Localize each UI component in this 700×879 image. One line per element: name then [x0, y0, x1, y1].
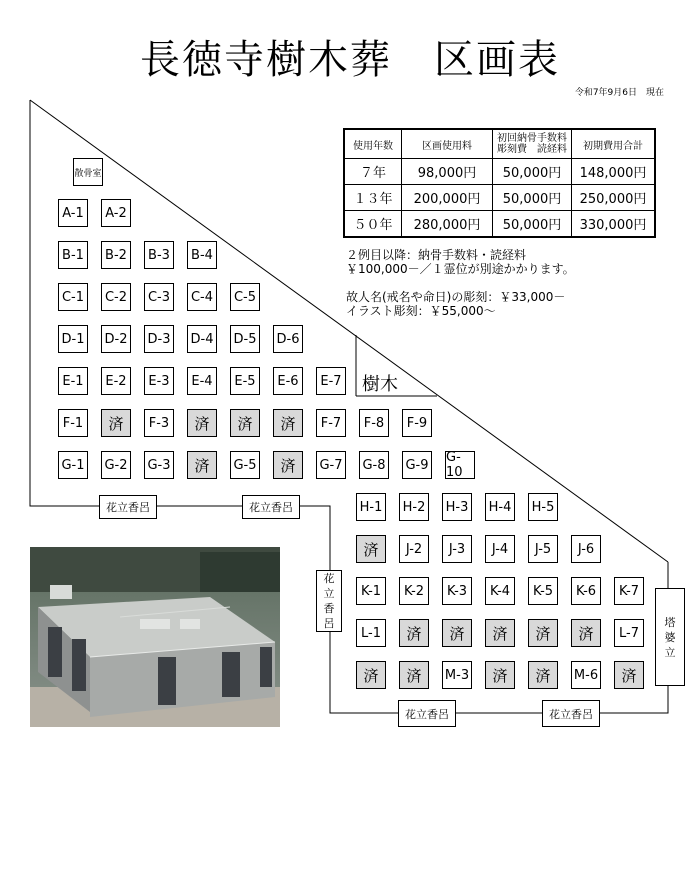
- plot-cell: G-10: [445, 451, 475, 479]
- vert-char: 立: [664, 645, 676, 659]
- fee-cell: ５０年: [344, 211, 402, 238]
- incense-stand-vertical: [316, 570, 342, 632]
- plot-cell: D-1: [58, 325, 88, 353]
- note-line: イラスト彫刻：￥55,000～: [346, 304, 496, 318]
- plot-used: 済: [356, 661, 386, 689]
- plot-cell: J-3: [442, 535, 472, 563]
- plot-cell: G-9: [402, 451, 432, 479]
- plot-cell: K-3: [442, 577, 472, 605]
- plot-cell: C-4: [187, 283, 217, 311]
- plot-cell: F-3: [144, 409, 174, 437]
- plot-cell: C-3: [144, 283, 174, 311]
- plot-cell: E-6: [273, 367, 303, 395]
- plot-cell: E-7: [316, 367, 346, 395]
- plot-cell: K-4: [485, 577, 515, 605]
- plot-used: 済: [356, 535, 386, 563]
- plot-cell: D-6: [273, 325, 303, 353]
- fee-table: [343, 128, 656, 238]
- plot-cell: G-8: [359, 451, 389, 479]
- plot-cell: J-4: [485, 535, 515, 563]
- plot-used: 済: [230, 409, 260, 437]
- plot-cell: H-1: [356, 493, 386, 521]
- plot-cell: C-2: [101, 283, 131, 311]
- incense-stand-1: [99, 495, 157, 519]
- plot-used: 済: [399, 619, 429, 647]
- fee-header-total: 初期費用合計: [572, 129, 656, 159]
- plot-cell: D-3: [144, 325, 174, 353]
- plot-cell: B-3: [144, 241, 174, 269]
- fee-cell: 200,000円: [402, 185, 493, 211]
- plot-cell: H-4: [485, 493, 515, 521]
- plot-cell: A-2: [101, 199, 131, 227]
- plot-cell: G-1: [58, 451, 88, 479]
- plot-cell: G-7: [316, 451, 346, 479]
- vert-char: 呂: [323, 617, 335, 630]
- fee-header-initial: 初回納骨手数料 彫刻費 読経料: [493, 129, 572, 159]
- plot-used: 済: [528, 619, 558, 647]
- plot-cell: L-7: [614, 619, 644, 647]
- ossuary-label: 散骨室: [74, 168, 102, 179]
- fee-cell: 250,000円: [572, 185, 656, 211]
- plot-used: 済: [485, 661, 515, 689]
- plot-cell: D-4: [187, 325, 217, 353]
- plot-cell: E-2: [101, 367, 131, 395]
- plot-cell: K-6: [571, 577, 601, 605]
- fee-table-header: [344, 129, 655, 159]
- plot-used: 済: [399, 661, 429, 689]
- pagoda-stand: [655, 588, 685, 686]
- plot-cell: C-1: [58, 283, 88, 311]
- fee-cell: 330,000円: [572, 211, 656, 238]
- plot-used: 済: [187, 409, 217, 437]
- note-line: 故人名(戒名や命日)の彫刻：￥33,000－: [346, 290, 566, 304]
- vert-char: 塔: [664, 615, 676, 629]
- plot-cell: D-5: [230, 325, 260, 353]
- plot-cell: B-4: [187, 241, 217, 269]
- plot-used: 済: [614, 661, 644, 689]
- plot-cell: E-5: [230, 367, 260, 395]
- plot-used: 済: [528, 661, 558, 689]
- grave-photo: [30, 547, 280, 727]
- incense-label: 花立香呂: [405, 707, 449, 721]
- plot-cell: A-1: [58, 199, 88, 227]
- plot-cell: F-1: [58, 409, 88, 437]
- fee-cell: 148,000円: [572, 159, 656, 185]
- plot-cell: M-6: [571, 661, 601, 689]
- fee-cell: 50,000円: [493, 159, 572, 185]
- note-line: ２例目以降：納骨手数料・読経料: [346, 248, 527, 262]
- plot-used: 済: [571, 619, 601, 647]
- plot-used: 済: [101, 409, 131, 437]
- incense-stand-4: [542, 700, 600, 727]
- plot-used: 済: [273, 451, 303, 479]
- date-stamp: 令和7年9月6日 現在: [574, 88, 664, 98]
- fee-row: [344, 159, 655, 185]
- incense-stand-3: [398, 700, 456, 727]
- plot-cell: J-2: [399, 535, 429, 563]
- plot-cell: K-7: [614, 577, 644, 605]
- plot-cell: J-6: [571, 535, 601, 563]
- incense-label: 花立香呂: [106, 501, 150, 514]
- plot-used: 済: [273, 409, 303, 437]
- fee-cell: 98,000円: [402, 159, 493, 185]
- plot-cell: H-2: [399, 493, 429, 521]
- ossuary-label-box: [73, 158, 103, 186]
- fee-cell: 50,000円: [493, 211, 572, 238]
- plot-cell: F-9: [402, 409, 432, 437]
- vert-char: 婆: [664, 630, 676, 644]
- incense-stand-2: [242, 495, 300, 519]
- plot-cell: M-3: [442, 661, 472, 689]
- fee-header-years: 使用年数: [344, 129, 402, 159]
- page-title: 長徳寺樹木葬 区画表: [140, 37, 560, 83]
- plot-cell: G-5: [230, 451, 260, 479]
- plot-cell: G-2: [101, 451, 131, 479]
- fee-row: [344, 211, 655, 238]
- plot-cell: K-1: [356, 577, 386, 605]
- plot-used: 済: [485, 619, 515, 647]
- plot-cell: C-5: [230, 283, 260, 311]
- plot-used: 済: [442, 619, 472, 647]
- note-line: ￥100,000－／１霊位が別途かかります。: [346, 262, 575, 276]
- vert-char: 花: [323, 572, 335, 585]
- plot-cell: H-5: [528, 493, 558, 521]
- plot-used: 済: [187, 451, 217, 479]
- fee-cell: １３年: [344, 185, 402, 211]
- plot-cell: B-2: [101, 241, 131, 269]
- fee-row: [344, 185, 655, 211]
- incense-label: 花立香呂: [549, 707, 593, 721]
- plot-cell: D-2: [101, 325, 131, 353]
- plot-cell: E-3: [144, 367, 174, 395]
- fee-cell: ７年: [344, 159, 402, 185]
- fee-cell: 50,000円: [493, 185, 572, 211]
- vert-char: 香: [323, 602, 335, 615]
- plot-cell: J-5: [528, 535, 558, 563]
- plot-cell: E-1: [58, 367, 88, 395]
- fee-header-usage: 区画使用料: [402, 129, 493, 159]
- plot-cell: L-1: [356, 619, 386, 647]
- incense-label: 花立香呂: [249, 501, 293, 514]
- plot-cell: B-1: [58, 241, 88, 269]
- plot-cell: E-4: [187, 367, 217, 395]
- plot-cell: K-5: [528, 577, 558, 605]
- plot-cell: G-3: [144, 451, 174, 479]
- vert-char: 立: [323, 587, 335, 600]
- fee-cell: 280,000円: [402, 211, 493, 238]
- plot-cell: H-3: [442, 493, 472, 521]
- plot-cell: F-7: [316, 409, 346, 437]
- plot-cell: K-2: [399, 577, 429, 605]
- plot-cell: F-8: [359, 409, 389, 437]
- jumoku-label: 樹木: [362, 374, 398, 395]
